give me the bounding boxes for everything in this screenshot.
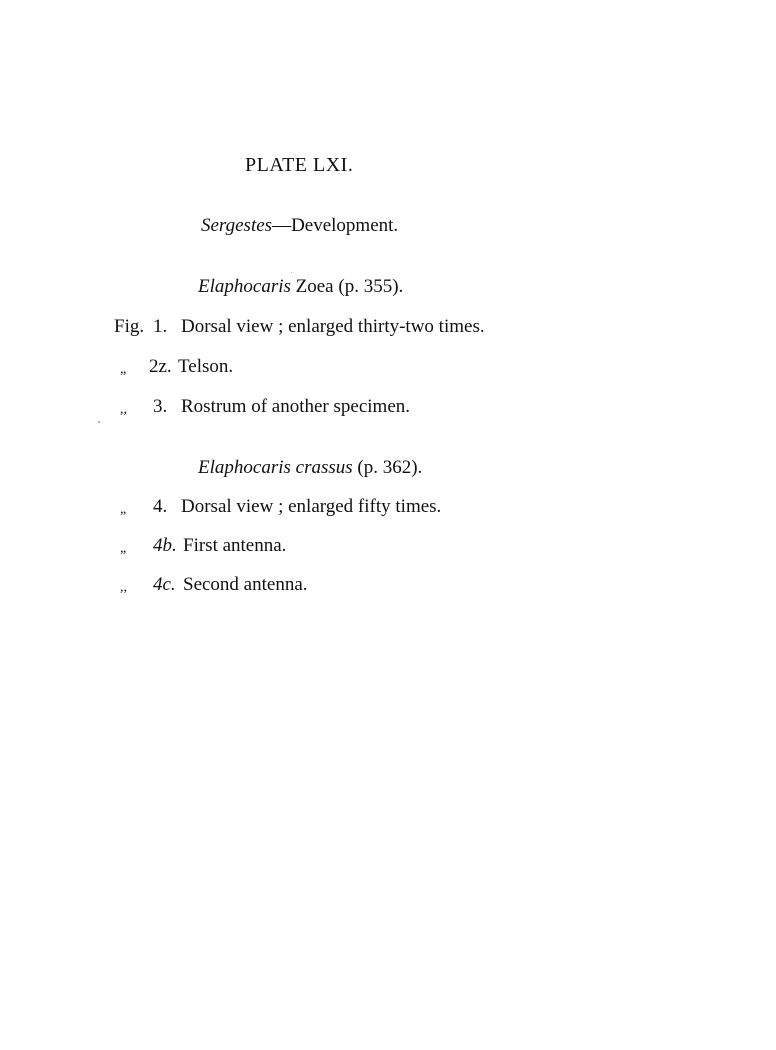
section-heading-crassus <box>198 457 422 479</box>
entry-description: Second antenna. <box>183 574 308 595</box>
entry-description: Dorsal view ; enlarged fifty times. <box>181 496 442 517</box>
plate-subject <box>201 215 398 237</box>
section-heading-rest: Zoea (p. 355). <box>290 276 404 297</box>
paper-speck <box>291 272 292 273</box>
section-heading-rest: (p. 362). <box>352 457 423 478</box>
subject-genus: Sergestes <box>201 215 273 236</box>
ditto-marker: „ <box>120 541 127 556</box>
ditto-marker: ,, <box>120 402 127 417</box>
entry-number: 4b. <box>153 535 177 556</box>
entry-description: Rostrum of another specimen. <box>181 396 411 417</box>
entry-number: 2z. <box>149 356 172 377</box>
plate-title: PLATE LXI. <box>245 154 354 176</box>
entry-number: 1. <box>153 316 168 337</box>
paper-speck <box>98 421 100 423</box>
section-heading-italic: Elaphocaris <box>198 276 291 297</box>
entry-number: 4c. <box>153 574 176 595</box>
section-heading-zoea <box>198 276 403 298</box>
ditto-marker: „ <box>120 362 127 377</box>
entry-description: Telson. <box>178 356 234 377</box>
entry-description: First antenna. <box>183 535 287 556</box>
section-heading-italic: Elaphocaris crassus <box>198 457 353 478</box>
entry-description: Dorsal view ; enlarged thirty-two times. <box>181 316 485 337</box>
ditto-marker: „ <box>120 502 127 517</box>
entry-number: 3. <box>153 396 168 417</box>
entry-number: 4. <box>153 496 168 517</box>
ditto-marker: ,, <box>120 580 127 595</box>
subject-rest: —Development. <box>272 215 399 236</box>
entry-marker: Fig. <box>114 316 145 337</box>
